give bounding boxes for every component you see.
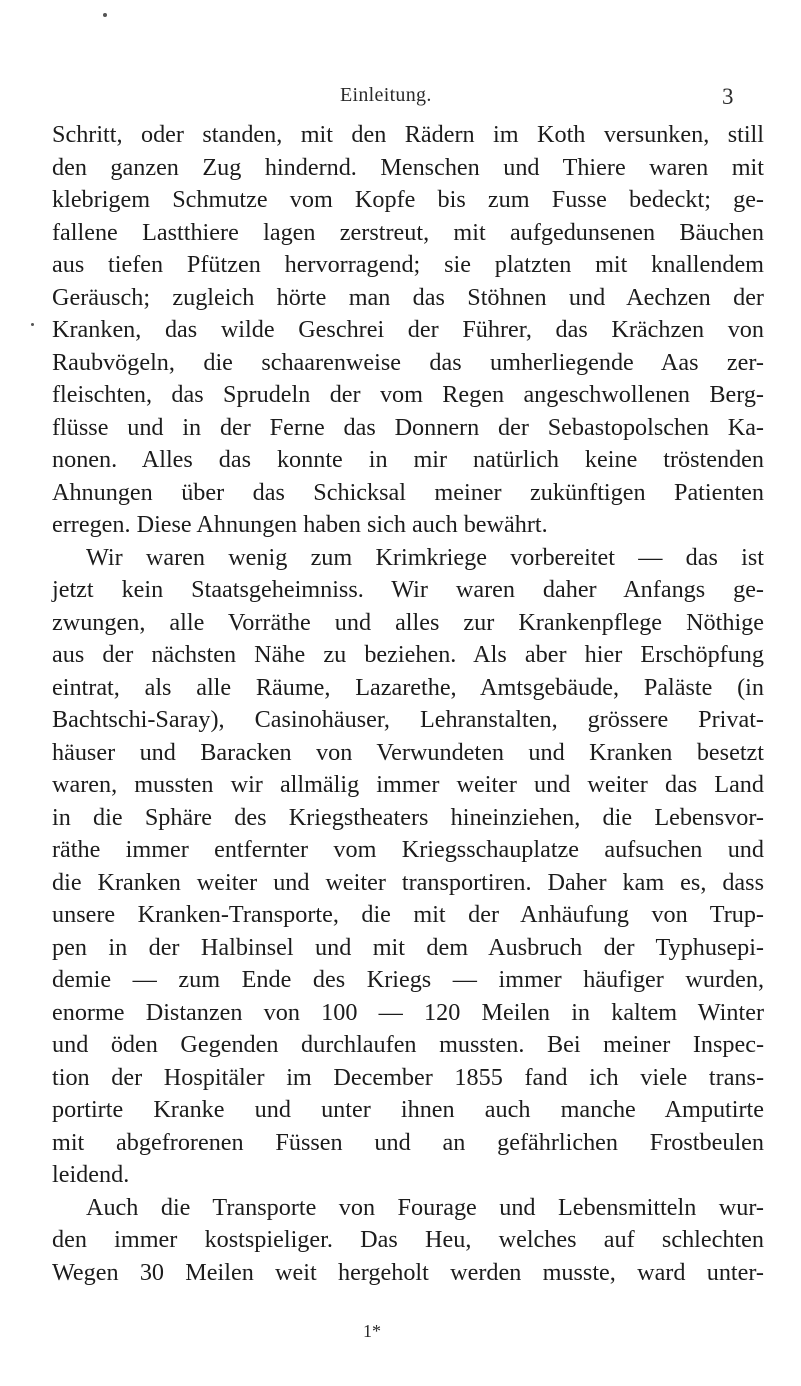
print-speck xyxy=(103,13,107,17)
text-line: Ahnungen über das Schicksal meiner zukünftigen Patienten xyxy=(52,478,764,506)
text-line: und öden Gegenden durchlaufen mussten. Bei meiner Inspec- xyxy=(52,1031,764,1058)
body-text xyxy=(52,119,764,1289)
text-line: mit abgefrorenen Füssen und an gefährlichen Frostbeulen xyxy=(52,1128,764,1156)
text-line: flüsse und in der Ferne das Donnern der Sebastopolschen Ka- xyxy=(52,413,764,441)
text-line: räthe immer entfernter vom Kriegsschauplatze aufsuchen und xyxy=(52,836,764,863)
text-line: erregen. Diese Ahnungen haben sich auch bewährt. xyxy=(52,511,548,538)
text-line: Auch die Transporte von Fourage und Lebensmitteln wur- xyxy=(86,1193,764,1221)
text-line: jetzt kein Staatsgeheimniss. Wir waren daher Anfangs ge- xyxy=(52,576,764,603)
text-line: aus tiefen Pfützen hervorragend; sie platzten mit knallendem xyxy=(52,251,764,278)
text-line: tion der Hospitäler im December 1855 fand ich viele trans- xyxy=(52,1063,764,1091)
text-line: den ganzen Zug hindernd. Menschen und Thiere waren mit xyxy=(52,153,764,181)
text-line: Kranken, das wilde Geschrei der Führer, das Krächzen von xyxy=(52,316,764,343)
text-line: enorme Distanzen von 100 — 120 Meilen in kaltem Winter xyxy=(52,998,764,1026)
text-line: portirte Kranke und unter ihnen auch manche Amputirte xyxy=(52,1096,764,1123)
print-speck xyxy=(31,323,34,326)
text-line: die Kranken weiter und weiter transportiren. Daher kam es, dass xyxy=(52,868,764,896)
text-line: Wir waren wenig zum Krimkriege vorbereitet — das ist xyxy=(86,543,764,571)
text-line: waren, mussten wir allmälig immer weiter und weiter das Land xyxy=(52,771,764,798)
page-number: 3 xyxy=(722,84,734,109)
text-line: fallene Lastthiere lagen zerstreut, mit aufgedunsenen Bäuchen xyxy=(52,218,764,246)
text-line: demie — zum Ende des Kriegs — immer häufiger wurden, xyxy=(52,966,764,993)
text-line: häuser und Baracken von Verwundeten und Kranken besetzt xyxy=(52,738,764,766)
text-line: pen in der Halbinsel und mit dem Ausbruch der Typhusepi- xyxy=(52,933,764,961)
text-line: klebrigem Schmutze vom Kopfe bis zum Fusse bedeckt; ge- xyxy=(52,186,764,213)
text-line: fleischten, das Sprudeln der vom Regen angeschwollenen Berg- xyxy=(52,381,764,408)
text-line: zwungen, alle Vorräthe und alles zur Krankenpflege Nöthige xyxy=(52,608,764,636)
text-line: leidend. xyxy=(52,1161,130,1188)
text-line: Geräusch; zugleich hörte man das Stöhnen und Aechzen der xyxy=(52,283,764,311)
text-line: eintrat, als alle Räume, Lazarethe, Amtsgebäude, Paläste (in xyxy=(52,673,764,701)
text-line: in die Sphäre des Kriegstheaters hineinziehen, die Lebensvor- xyxy=(52,803,764,831)
text-line: Schritt, oder standen, mit den Rädern im Koth versunken, still xyxy=(52,121,764,148)
text-line: den immer kostspieliger. Das Heu, welches auf schlechten xyxy=(52,1226,764,1253)
text-line: Wegen 30 Meilen weit hergeholt werden musste, ward unter- xyxy=(52,1258,764,1286)
text-line: aus der nächsten Nähe zu beziehen. Als aber hier Erschöpfung xyxy=(52,641,764,668)
signature-mark: 1* xyxy=(363,1321,381,1341)
text-line: Raubvögeln, die schaarenweise das umherliegende Aas zer- xyxy=(52,348,764,376)
text-line: Bachtschi-Saray), Casinohäuser, Lehranstalten, grössere Privat- xyxy=(52,706,764,733)
text-line: unsere Kranken-Transporte, die mit der Anhäufung von Trup- xyxy=(52,901,764,928)
text-line: nonen. Alles das konnte in mir natürlich keine tröstenden xyxy=(52,446,764,473)
running-head: Einleitung. xyxy=(340,84,432,106)
